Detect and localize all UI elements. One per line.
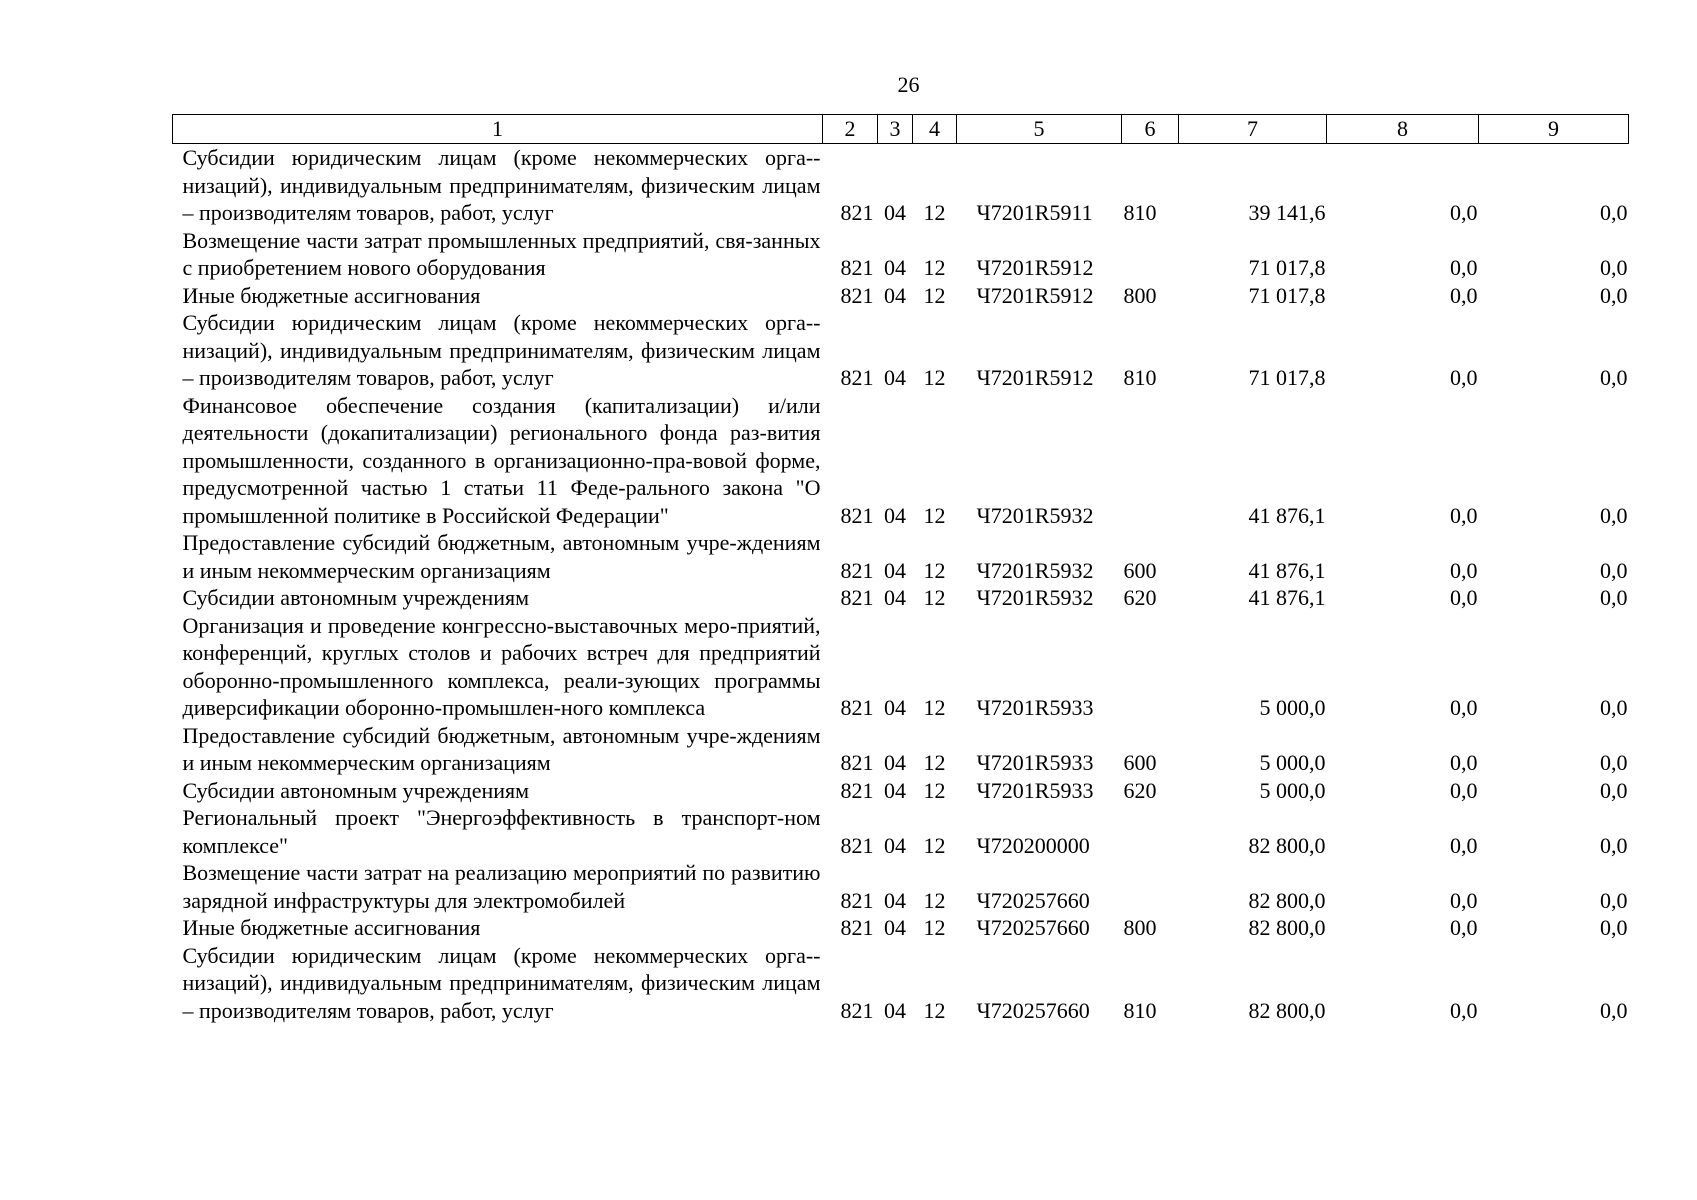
page-number: 26 <box>897 72 920 97</box>
row-amount-col9: 0,0 <box>1600 255 1628 280</box>
row-name: Субсидии юридическим лицам (кроме некоммерческих орга-низаций), индивидуальным предпринимателям, физическим лицам – производителям товаров, работ, услуг <box>182 145 821 225</box>
row-vr-code: 810 <box>1123 997 1157 1023</box>
row-rz-code: 04 <box>884 887 906 913</box>
row-pr-code: 12 <box>923 832 946 858</box>
row-name: Субсидии юридическим лицам (кроме некоммерческих орга-низаций), индивидуальным предпринимателям, физическим лицам – производителям товаров, работ, услуг <box>182 310 821 390</box>
row-rz-code: 04 <box>884 200 906 225</box>
row-amount-col7: 82 800,0 <box>1248 997 1326 1023</box>
row-amount-col7: 5 000,0 <box>1259 777 1326 803</box>
row-gr-code: 821 <box>840 832 874 858</box>
row-csr-code: Ч7201R5933 <box>976 777 1094 803</box>
table-row <box>173 309 1629 392</box>
row-pr-code: 12 <box>923 282 946 308</box>
row-gr-code: 821 <box>840 502 874 528</box>
table-row <box>173 584 1629 612</box>
row-csr-code: Ч720257660 <box>976 887 1090 913</box>
row-gr-code: 821 <box>840 695 874 720</box>
row-amount-col8: 0,0 <box>1450 832 1478 858</box>
row-csr-code: Ч720257660 <box>976 915 1090 940</box>
row-gr-code: 821 <box>840 585 874 610</box>
row-amount-col7: 71 017,8 <box>1248 255 1326 280</box>
row-gr-code: 821 <box>840 777 874 803</box>
row-amount-col7: 71 017,8 <box>1248 365 1326 390</box>
table-row <box>173 859 1629 914</box>
row-rz-code: 04 <box>884 365 906 390</box>
row-csr-code: Ч7201R5933 <box>976 695 1094 720</box>
row-vr-code <box>1122 227 1179 282</box>
row-amount-col9: 0,0 <box>1600 997 1628 1023</box>
row-pr-code: 12 <box>923 915 946 940</box>
row-amount-col9: 0,0 <box>1600 695 1628 720</box>
row-pr-code: 12 <box>923 255 946 280</box>
row-amount-col9: 0,0 <box>1600 200 1628 225</box>
row-rz-code: 04 <box>884 915 906 940</box>
row-name: Субсидии автономным учреждениям <box>182 777 530 803</box>
row-csr-code: Ч720200000 <box>976 832 1090 858</box>
table-row <box>173 227 1629 282</box>
budget-table-body <box>173 144 1629 1025</box>
row-amount-col8: 0,0 <box>1450 915 1478 940</box>
row-name: Субсидии юридическим лицам (кроме некоммерческих орга-низаций), индивидуальным предпринимателям, физическим лицам – производителям товаров, работ, услуг <box>182 942 821 1023</box>
row-vr-code: 810 <box>1123 200 1157 225</box>
row-csr-code: Ч7201R5932 <box>976 557 1094 583</box>
row-amount-col7: 82 800,0 <box>1248 832 1326 858</box>
row-vr-code <box>1122 392 1179 530</box>
table-row <box>173 529 1629 584</box>
column-header-7: 7 <box>1179 115 1327 144</box>
column-header-4: 4 <box>913 115 957 144</box>
row-rz-code: 04 <box>884 502 906 528</box>
row-rz-code: 04 <box>884 750 906 775</box>
row-amount-col9: 0,0 <box>1600 777 1628 803</box>
row-name: Предоставление субсидий бюджетным, автономным учре-ждениям и иным некоммерческим организациям <box>182 722 821 775</box>
row-pr-code: 12 <box>923 365 946 390</box>
row-pr-code: 12 <box>923 750 946 775</box>
row-amount-col7: 82 800,0 <box>1248 915 1326 940</box>
row-rz-code: 04 <box>884 282 906 308</box>
row-csr-code: Ч7201R5912 <box>976 365 1094 390</box>
column-header-9: 9 <box>1479 115 1629 144</box>
row-pr-code: 12 <box>923 887 946 913</box>
row-gr-code: 821 <box>840 915 874 940</box>
row-amount-col8: 0,0 <box>1450 997 1478 1023</box>
row-vr-code <box>1122 612 1179 722</box>
row-name: Предоставление субсидий бюджетным, автономным учре-ждениям и иным некоммерческим организациям <box>182 530 821 583</box>
column-header-5: 5 <box>957 115 1122 144</box>
row-gr-code: 821 <box>840 750 874 775</box>
row-amount-col9: 0,0 <box>1600 887 1628 913</box>
row-amount-col7: 5 000,0 <box>1259 695 1326 720</box>
row-pr-code: 12 <box>923 557 946 583</box>
budget-table <box>172 114 1629 1024</box>
row-csr-code: Ч7201R5912 <box>976 282 1094 308</box>
row-pr-code: 12 <box>923 695 946 720</box>
column-header-1: 1 <box>173 115 823 144</box>
table-row <box>173 282 1629 310</box>
row-amount-col7: 41 876,1 <box>1248 585 1326 610</box>
row-vr-code: 810 <box>1123 365 1157 390</box>
row-rz-code: 04 <box>884 557 906 583</box>
row-amount-col7: 41 876,1 <box>1248 502 1326 528</box>
row-amount-col9: 0,0 <box>1600 502 1628 528</box>
row-amount-col8: 0,0 <box>1450 255 1478 280</box>
row-gr-code: 821 <box>840 997 874 1023</box>
row-rz-code: 04 <box>884 777 906 803</box>
row-name: Возмещение части затрат промышленных предприятий, свя-занных с приобретением нового оборудования <box>182 227 821 280</box>
row-amount-col8: 0,0 <box>1450 777 1478 803</box>
row-name: Иные бюджетные ассигнования <box>182 282 481 308</box>
row-amount-col9: 0,0 <box>1600 557 1628 583</box>
row-gr-code: 821 <box>840 282 874 308</box>
column-header-6: 6 <box>1122 115 1179 144</box>
column-header-3: 3 <box>878 115 913 144</box>
row-csr-code: Ч7201R5932 <box>976 585 1094 610</box>
row-amount-col9: 0,0 <box>1600 585 1628 610</box>
row-amount-col9: 0,0 <box>1600 750 1628 775</box>
row-csr-code: Ч7201R5911 <box>976 200 1093 225</box>
row-amount-col7: 71 017,8 <box>1248 282 1326 308</box>
row-amount-col8: 0,0 <box>1450 557 1478 583</box>
row-amount-col7: 39 141,6 <box>1248 200 1326 225</box>
row-vr-code: 620 <box>1123 585 1157 610</box>
row-pr-code: 12 <box>923 585 946 610</box>
row-amount-col7: 5 000,0 <box>1259 750 1326 775</box>
row-vr-code: 620 <box>1123 777 1157 803</box>
row-gr-code: 821 <box>840 365 874 390</box>
row-amount-col8: 0,0 <box>1450 365 1478 390</box>
row-rz-code: 04 <box>884 695 906 720</box>
row-amount-col9: 0,0 <box>1600 282 1628 308</box>
row-amount-col8: 0,0 <box>1450 750 1478 775</box>
column-header-8: 8 <box>1327 115 1479 144</box>
row-amount-col9: 0,0 <box>1600 915 1628 940</box>
row-gr-code: 821 <box>840 887 874 913</box>
row-vr-code: 800 <box>1123 915 1157 940</box>
row-rz-code: 04 <box>884 997 906 1023</box>
row-name: Возмещение части затрат на реализацию мероприятий по развитию зарядной инфраструктуры для электромобилей <box>182 860 821 913</box>
row-name: Региональный проект "Энергоэффективность в транспорт-ном комплексе" <box>182 805 821 858</box>
table-row <box>173 804 1629 859</box>
column-number-header-row <box>173 115 1629 144</box>
column-header-2: 2 <box>823 115 878 144</box>
row-amount-col9: 0,0 <box>1600 832 1628 858</box>
table-row <box>173 144 1629 227</box>
row-amount-col7: 41 876,1 <box>1248 557 1326 583</box>
row-gr-code: 821 <box>840 200 874 225</box>
row-amount-col7: 82 800,0 <box>1248 887 1326 913</box>
row-vr-code: 800 <box>1123 282 1157 308</box>
row-rz-code: 04 <box>884 255 906 280</box>
table-row <box>173 392 1629 530</box>
row-amount-col8: 0,0 <box>1450 282 1478 308</box>
row-pr-code: 12 <box>923 200 946 225</box>
row-name: Финансовое обеспечение создания (капитализации) и/или деятельности (докапитализации) регионального фонда раз-вития промышленности, созданного в организационно-пра-вовой форме, предусмотренной частью 1 статьи 11 Феде-рального закона "О промышленной политике в Российской Федерации" <box>182 392 821 528</box>
table-row <box>173 722 1629 777</box>
row-name: Субсидии автономным учреждениям <box>182 585 530 610</box>
row-csr-code: Ч7201R5933 <box>976 750 1094 775</box>
table-row <box>173 612 1629 722</box>
row-gr-code: 821 <box>840 557 874 583</box>
row-vr-code <box>1122 859 1179 914</box>
row-pr-code: 12 <box>923 502 946 528</box>
row-amount-col8: 0,0 <box>1450 887 1478 913</box>
budget-table-container <box>172 114 1628 1024</box>
row-vr-code: 600 <box>1123 557 1157 583</box>
row-name: Организация и проведение конгрессно-выставочных меро-приятий, конференций, круглых столов и рабочих встреч для предприятий оборонно-промышленного комплекса, реали-зующих программы диверсификации оборонно-промышлен-ного комплекса <box>182 612 821 720</box>
row-pr-code: 12 <box>923 777 946 803</box>
row-rz-code: 04 <box>884 832 906 858</box>
table-row <box>173 914 1629 942</box>
row-vr-code <box>1122 804 1179 859</box>
row-pr-code: 12 <box>923 997 946 1023</box>
row-gr-code: 821 <box>840 255 874 280</box>
table-row <box>173 777 1629 805</box>
row-amount-col8: 0,0 <box>1450 695 1478 720</box>
row-csr-code: Ч7201R5932 <box>976 502 1094 528</box>
row-rz-code: 04 <box>884 585 906 610</box>
row-name: Иные бюджетные ассигнования <box>182 915 481 940</box>
row-csr-code: Ч7201R5912 <box>976 255 1094 280</box>
row-amount-col8: 0,0 <box>1450 200 1478 225</box>
row-vr-code: 600 <box>1123 750 1157 775</box>
row-amount-col8: 0,0 <box>1450 585 1478 610</box>
row-amount-col8: 0,0 <box>1450 502 1478 528</box>
table-row <box>173 942 1629 1025</box>
row-csr-code: Ч720257660 <box>976 997 1090 1023</box>
row-amount-col9: 0,0 <box>1600 365 1628 390</box>
